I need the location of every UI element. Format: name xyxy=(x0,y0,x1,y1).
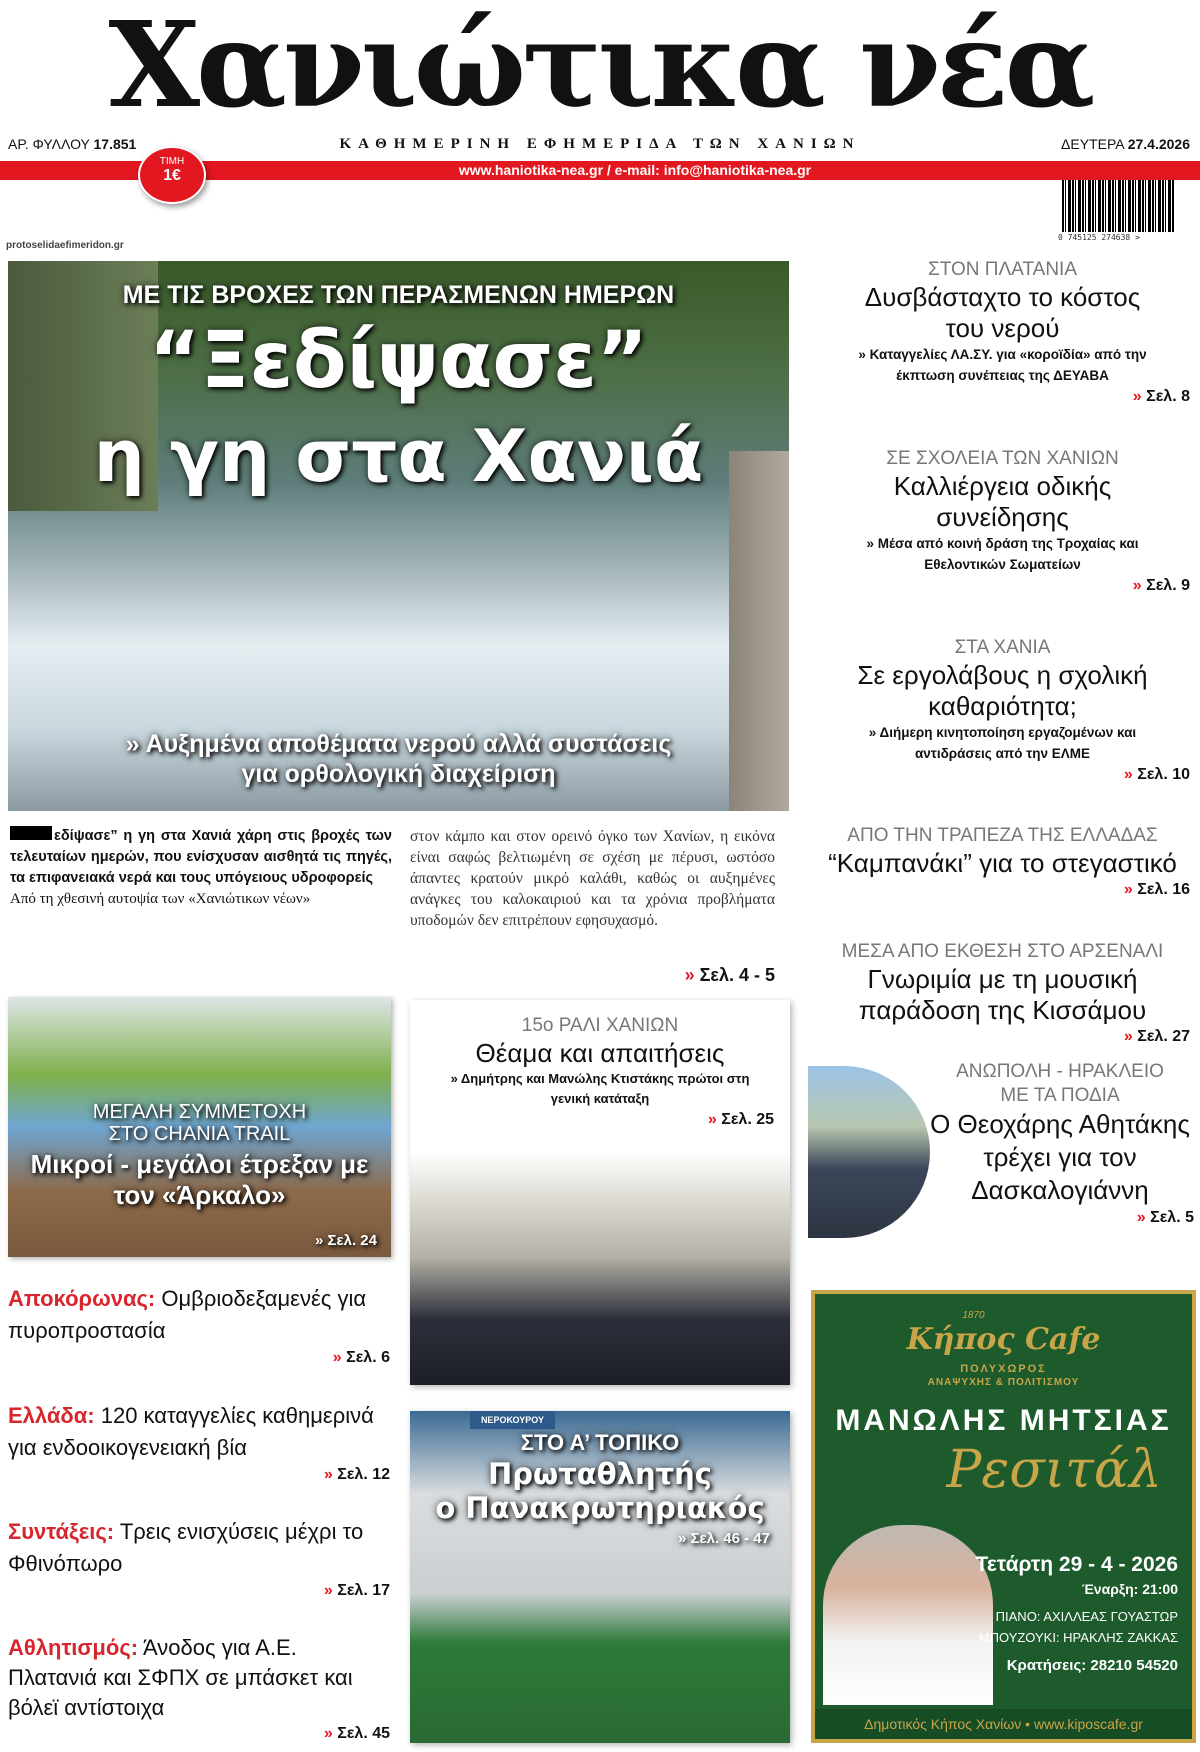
brief-ref: » Σελ. 6 xyxy=(332,1349,390,1366)
ref-text: Σελ. 16 xyxy=(1137,881,1190,899)
ref-text: Σελ. 8 xyxy=(1146,388,1190,405)
brief-text: Άνοδος για Α.Ε. Πλατανιά και ΣΦΠΧ σε μπάσκετ και βόλεϊ αντίστοιχα xyxy=(8,1634,353,1720)
lead-intro-bold: εδίψασε” η γη στα Χανιά χάρη στις βροχές των τελευταίων ημερών, που ενίσχυσαν αισθητά τις πηγές, τα επιφανειακά νερά και τους υπόγειους υδροφορείς xyxy=(10,828,392,886)
story-kicker: ΑΠΟ ΤΗΝ ΤΡΑΠΕΖΑ ΤΗΣ ΕΛΛΑΔΑΣ xyxy=(847,825,1158,847)
football-kicker: ΣΤΟ Α’ ΤΟΠΙΚΟ xyxy=(520,1430,680,1455)
ad-venue-2: ΑΝΑΨΥΧΗΣ & ΠΟΛΙΤΙΣΜΟΥ xyxy=(927,1377,1080,1388)
barcode-number: 0 745125 274638 > xyxy=(1058,233,1140,242)
rally-sub: » Δημήτρης και Μανώλης Κτιστάκης πρώτοι στη γενική κατάταξη xyxy=(450,1071,750,1106)
contact-link[interactable]: www.haniotika-nea.gr / e-mail: info@haniotika-nea.gr xyxy=(458,162,812,178)
brief-ellada[interactable] xyxy=(8,1400,390,1486)
date: 27.4.2026 xyxy=(1127,136,1190,152)
trail-ref: » Σελ. 24 xyxy=(315,1232,377,1249)
story-title: Δυσβάσταχτο το κόστος του νερού xyxy=(864,282,1141,343)
price-badge xyxy=(138,146,206,204)
story-ref: » Σελ. 16 xyxy=(1123,881,1190,899)
kipos-cafe-ad[interactable] xyxy=(811,1290,1196,1743)
ad-details xyxy=(976,1552,1178,1675)
stadium-sign: ΝΕΡΟΚΟΥΡΟΥ xyxy=(470,1411,555,1429)
price-label: ΤΙΜΗ xyxy=(159,156,185,167)
ref-text: Σελ. 12 xyxy=(337,1465,390,1483)
ad-logo-year: 1870 xyxy=(962,1310,985,1321)
story-road-safety[interactable] xyxy=(815,447,1190,597)
story-sub: » Διήμερη κινητοποίηση εργαζομένων και αντιδράσεις από την ΕΛΜΕ xyxy=(868,724,1137,761)
brief-apokoronas[interactable] xyxy=(8,1283,390,1369)
brief-text: 120 καταγγελίες καθημερινά για ενδοοικογενειακή βία xyxy=(8,1402,374,1460)
story-title: Γνωριμία με τη μουσική παράδοση της Κισσάμου xyxy=(858,964,1147,1025)
price-value: 1€ xyxy=(163,167,181,184)
story-title: Καλλιέργεια οδικής συνείδησης xyxy=(893,470,1112,532)
ref-text: Σελ. 6 xyxy=(346,1349,390,1366)
lead-ref-text: Σελ. 4 - 5 xyxy=(699,965,775,985)
ref-text: Σελ. 45 xyxy=(337,1724,390,1742)
rally-story[interactable] xyxy=(410,1000,790,1385)
story-kicker: ΣΤΑ ΧΑΝΙΑ xyxy=(954,636,1051,658)
trail-title: Μικροί - μεγάλοι έτρεξαν με τον «Άρκαλο» xyxy=(30,1149,369,1210)
ad-footer[interactable]: Δημοτικός Κήπος Χανίων • www.kiposcafe.gr xyxy=(815,1709,1192,1739)
story-title: Σε εργολάβους η σχολική καθαριότητα; xyxy=(857,659,1148,721)
trail-kicker-2: ΣΤΟ CHANIA TRAIL xyxy=(108,1123,291,1145)
football-ref: » Σελ. 46 - 47 xyxy=(677,1530,770,1547)
football-title xyxy=(410,1457,790,1525)
ad-logo: Κήπος Cafe xyxy=(906,1322,1101,1357)
rally-ref: » Σελ. 25 xyxy=(707,1111,774,1128)
ref-text: Σελ. 9 xyxy=(1146,576,1190,594)
issue-date xyxy=(1061,136,1190,152)
issue-value: 17.851 xyxy=(93,136,137,152)
ad-event: Ρεσιτάλ xyxy=(946,1440,1162,1500)
lead-page-ref[interactable]: » Σελ. 4 - 5 xyxy=(684,965,775,985)
ref-text: Σελ. 25 xyxy=(721,1111,774,1128)
ad-reservations: Κρατήσεις: 28210 54520 xyxy=(1006,1657,1178,1674)
brief-text: Τρεις ενισχύσεις μέχρι το Φθινόπωρο xyxy=(8,1519,364,1577)
rally-kicker: 15ο ΡΑΛΙ ΧΑΝΙΩΝ xyxy=(521,1015,679,1036)
issue-number xyxy=(8,136,136,152)
issue-label: ΑΡ. ΦΥΛΛΟΥ xyxy=(8,136,90,152)
brief-ref: » Σελ. 17 xyxy=(323,1582,390,1600)
story-kicker: ΣΕ ΣΧΟΛΕΙΑ ΤΩΝ ΧΑΝΙΩΝ xyxy=(886,447,1119,469)
tagline: ΚΑΘΗΜΕΡΙΝΗ ΕΦΗΜΕΡΙΔΑ ΤΩΝ ΧΑΝΙΩΝ xyxy=(339,136,861,152)
story-kissamos-music[interactable] xyxy=(815,940,1190,1048)
story-ref: » Σελ. 5 xyxy=(1136,1209,1194,1226)
trail-kicker xyxy=(8,1101,391,1145)
brief-label: Ελλάδα: xyxy=(8,1402,95,1428)
lead-subtitle-line2: για ορθολογική διαχείριση xyxy=(241,760,556,788)
brief-ref: » Σελ. 12 xyxy=(323,1465,390,1483)
ad-start: Έναρξη: 21:00 xyxy=(1081,1581,1178,1597)
story-platanias[interactable] xyxy=(815,258,1190,408)
lead-intro xyxy=(10,826,392,910)
brief-label: Αθλητισμός: xyxy=(8,1634,139,1660)
ref-text: Σελ. 5 xyxy=(1150,1209,1194,1226)
trail-photo[interactable] xyxy=(8,997,391,1257)
runners-photo[interactable] xyxy=(808,1066,930,1238)
drop-cap-block xyxy=(10,826,52,840)
story-athitakis[interactable] xyxy=(926,1060,1194,1229)
ad-artist-photo xyxy=(823,1525,993,1705)
football-photo[interactable] xyxy=(410,1411,790,1743)
ad-piano: ΠΙΑΝΟ: ΑΧΙΛΛΕΑΣ ΓΟΥΑΣΤΩΡ xyxy=(995,1609,1178,1624)
story-kicker: ΣΤΟΝ ΠΛΑΤΑΝΙΑ xyxy=(927,259,1077,280)
story-housing[interactable] xyxy=(815,824,1190,901)
rally-title: Θέαμα και απαιτήσεις xyxy=(475,1038,725,1068)
lead-subtitle xyxy=(8,729,789,789)
story-ref: » Σελ. 10 xyxy=(1123,765,1190,783)
brief-label: Συντάξεις: xyxy=(8,1519,115,1545)
story-title: Ο Θεοχάρης Αθητάκης τρέχει για τον Δασκαλογιάννη xyxy=(930,1109,1190,1205)
brief-athlitismos[interactable] xyxy=(8,1633,390,1745)
football-title-1: Πρωταθλητής xyxy=(488,1457,712,1491)
day: ΔΕΥΤΕΡΑ xyxy=(1061,136,1124,152)
rally-text xyxy=(410,1000,790,1131)
ref-text: Σελ. 17 xyxy=(337,1582,390,1600)
masthead-title[interactable]: Χανιώτικα νέα xyxy=(108,0,1092,134)
story-sub: » Καταγγελίες ΛΑ.ΣΥ. για «κοροϊδία» από την έκπτωση συνέπειας της ΔΕΥΑΒΑ xyxy=(858,347,1147,383)
story-ref: » Σελ. 9 xyxy=(1132,576,1190,594)
rally-winners-photo xyxy=(410,1152,790,1385)
brief-ref: » Σελ. 45 xyxy=(323,1724,390,1742)
lead-kicker: ΜΕ ΤΙΣ ΒΡΟΧΕΣ ΤΩΝ ΠΕΡΑΣΜΕΝΩΝ ΗΜΕΡΩΝ xyxy=(122,281,675,309)
story-school-cleaning[interactable] xyxy=(815,636,1190,786)
ad-bouzouki: ΜΠΟΥΖΟΥΚΙ: ΗΡΑΚΛΗΣ ΖΑΚΚΑΣ xyxy=(978,1630,1178,1645)
story-title: “Καμπανάκι” για το στεγαστικό xyxy=(828,848,1177,879)
briefs-column xyxy=(8,1283,390,1745)
right-column xyxy=(815,258,1190,1048)
lead-body: στον κάμπο και στον ορεινό όγκο των Χανίων, η εικόνα είναι σαφώς βελτιωμένη σε σχέση με πέρυσι, ωστόσο άπαντες κρατούν μικρό καλάθι, καθώς οι αυξημένες ανάγκες του καλοκαιριού και τα χρόνια προβλήματα υποδομών δεν επιτρέπουν εφησυχασμό. xyxy=(410,828,775,929)
trail-kicker-1: ΜΕΓΑΛΗ ΣΥΜΜΕΤΟΧΗ xyxy=(92,1101,307,1123)
barcode xyxy=(1062,180,1174,232)
story-ref: » Σελ. 27 xyxy=(1123,1028,1190,1045)
story-sub: » Μέσα από κοινή δράση της Τροχαίας και Εθελοντικών Σωματείων xyxy=(866,535,1139,572)
story-kicker: ΑΝΩΠΟΛΗ - ΗΡΑΚΛΕΙΟ ΜΕ ΤΑ ΠΟΔΙΑ xyxy=(956,1061,1164,1106)
source-credit: protoselidaefimeridon.gr xyxy=(6,240,124,251)
football-title-2: ο Πανακρωτηριακός xyxy=(435,1491,765,1525)
ref-text: Σελ. 10 xyxy=(1137,765,1190,783)
story-ref: » Σελ. 8 xyxy=(1132,388,1190,405)
lead-title-line2: η γη στα Χανιά xyxy=(93,414,704,498)
ad-artist: ΜΑΝΩΛΗΣ ΜΗΤΣΙΑΣ xyxy=(835,1404,1172,1437)
brief-label: Αποκόρωνας: xyxy=(8,1286,156,1311)
lead-intro-source: Από τη χθεσινή αυτοψία των «Χανιώτικων νέων» xyxy=(10,891,311,907)
lead-photo-waterfall[interactable] xyxy=(8,261,789,811)
ad-venue-1: ΠΟΛΥΧΩΡΟΣ xyxy=(960,1363,1047,1375)
lead-title-line1: “Ξεδίψασε” xyxy=(149,316,648,406)
story-kicker: ΜΕΣΑ ΑΠΟ ΕΚΘΕΣΗ ΣΤΟ ΑΡΣΕΝΑΛΙ xyxy=(841,941,1164,962)
lead-subtitle-line1: » Αυξημένα αποθέματα νερού αλλά συστάσεις xyxy=(125,730,672,758)
ad-date: Τετάρτη 29 - 4 - 2026 xyxy=(975,1553,1178,1576)
brief-text: Ομβριοδεξαμενές για πυροπροστασία xyxy=(8,1286,367,1343)
ref-text: Σελ. 27 xyxy=(1137,1028,1190,1045)
brief-syntaxeis[interactable] xyxy=(8,1516,390,1602)
